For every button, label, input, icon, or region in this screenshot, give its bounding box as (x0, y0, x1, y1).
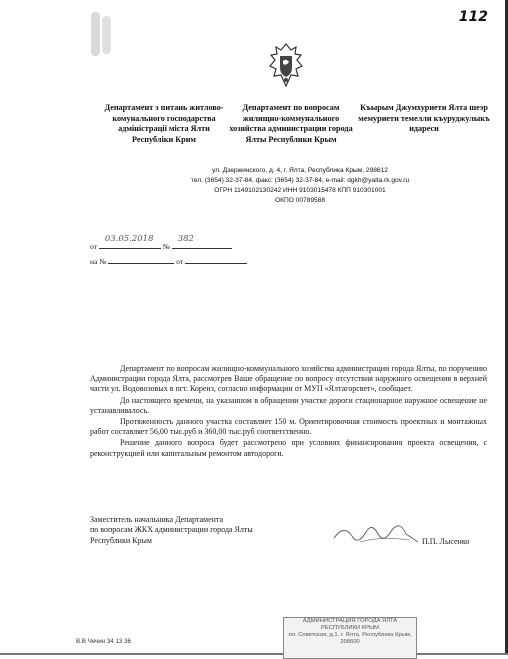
body-paragraph-3: Протяженность данного участка составляет 150 м. Ориентировочная стоимость проектных и монтажных работ составляет 56,00 тыс.руб и 360,00 тыс.руб соответственно. (90, 417, 487, 437)
handwritten-signature (330, 520, 422, 550)
stamp-line-2: РЕСПУБЛИКИ КРЫМ (321, 625, 379, 631)
body-paragraph-4: Решение данного вопроса будет рассмотрено при условиях финансирования проекта освещения, с реконструкцией или капитальным ремонтом автодороги. (90, 438, 487, 458)
stamp-line-1: АДМИНИСТРАЦИЯ ГОРОДА ЯЛТА (302, 618, 398, 624)
scan-smudge-mark (88, 10, 114, 58)
from-label: от (90, 242, 97, 251)
contact-okpo: ОКПО 00789588 (274, 197, 325, 204)
date-value: 03.05.2018 (104, 234, 154, 244)
header-department-crimean-tatar: Къырым Джумхуриети Ялта шеэр мемуриети темелли къуруджулыкъ идареси (358, 103, 490, 133)
header-department-russian: Департамент по вопросам жилищно-коммунального хозяйства администрации города Ялты Республики Крым (229, 103, 353, 144)
contact-phones: тел. (3654) 32-37-84, факс: (3654) 32-37-84, e-mail: dgkh@yalta.rk.gov.ru (190, 177, 410, 184)
body-paragraph-1: Департамент по вопросам жилищно-коммунального хозяйства администрации города Ялты, по поручению Администрации города Ялта, рассмотрев Ваше обращение по вопросу отсутствия наружного освещения в верхней части ул. Водовозовых в пгт. Кореиз, согласно информации от МУП «Ялтагорсвет», сообщает. (90, 364, 487, 394)
signatory-position (90, 515, 253, 546)
signatory-line-2: по вопросам ЖКХ администрации города Ялты (90, 525, 253, 535)
reference-number-label: на № (90, 257, 107, 266)
reference-number-field (108, 254, 174, 264)
number-value: 382 (177, 234, 194, 244)
page-number: 112 (458, 9, 488, 25)
stamp-line-3: пл. Советская, д.1, г. Ялта, Республика Крым, 298600 (288, 632, 412, 645)
incoming-stamp (283, 617, 417, 659)
date-field (99, 234, 161, 249)
signatory-line-1: Заместитель начальника Департамента (90, 515, 224, 524)
letter-body (90, 364, 487, 459)
number-field (172, 234, 232, 249)
body-paragraph-2: До настоящего времени, на указанном в обращении участке дороги стационарное наружное освещение не устанавливалось. (90, 395, 487, 415)
reference-registration-line (90, 254, 247, 266)
outgoing-registration-line (90, 234, 232, 251)
contact-address: ул. Дзержинского, д. 4, г. Ялта, Республика Крым, 298612 (212, 167, 388, 174)
signatory-line-3: Республики Крым (90, 535, 152, 545)
reference-date-field (185, 254, 247, 264)
number-label: № (162, 242, 170, 251)
coat-of-arms-emblem (266, 42, 306, 88)
reference-from-label: от (176, 257, 184, 266)
contact-registration-ids: ОГРН 1149102130242 ИНН 9103015478 КПП 910301001 (214, 187, 386, 194)
executor-note: В.В Чечин 34 13 36 (76, 638, 131, 645)
header-department-ukrainian: Департамент з питань житлово-комунального господарства адміністрації міста Ялти Республіки Крим (104, 103, 224, 144)
signatory-name: П.П. Лысенко (422, 537, 470, 546)
